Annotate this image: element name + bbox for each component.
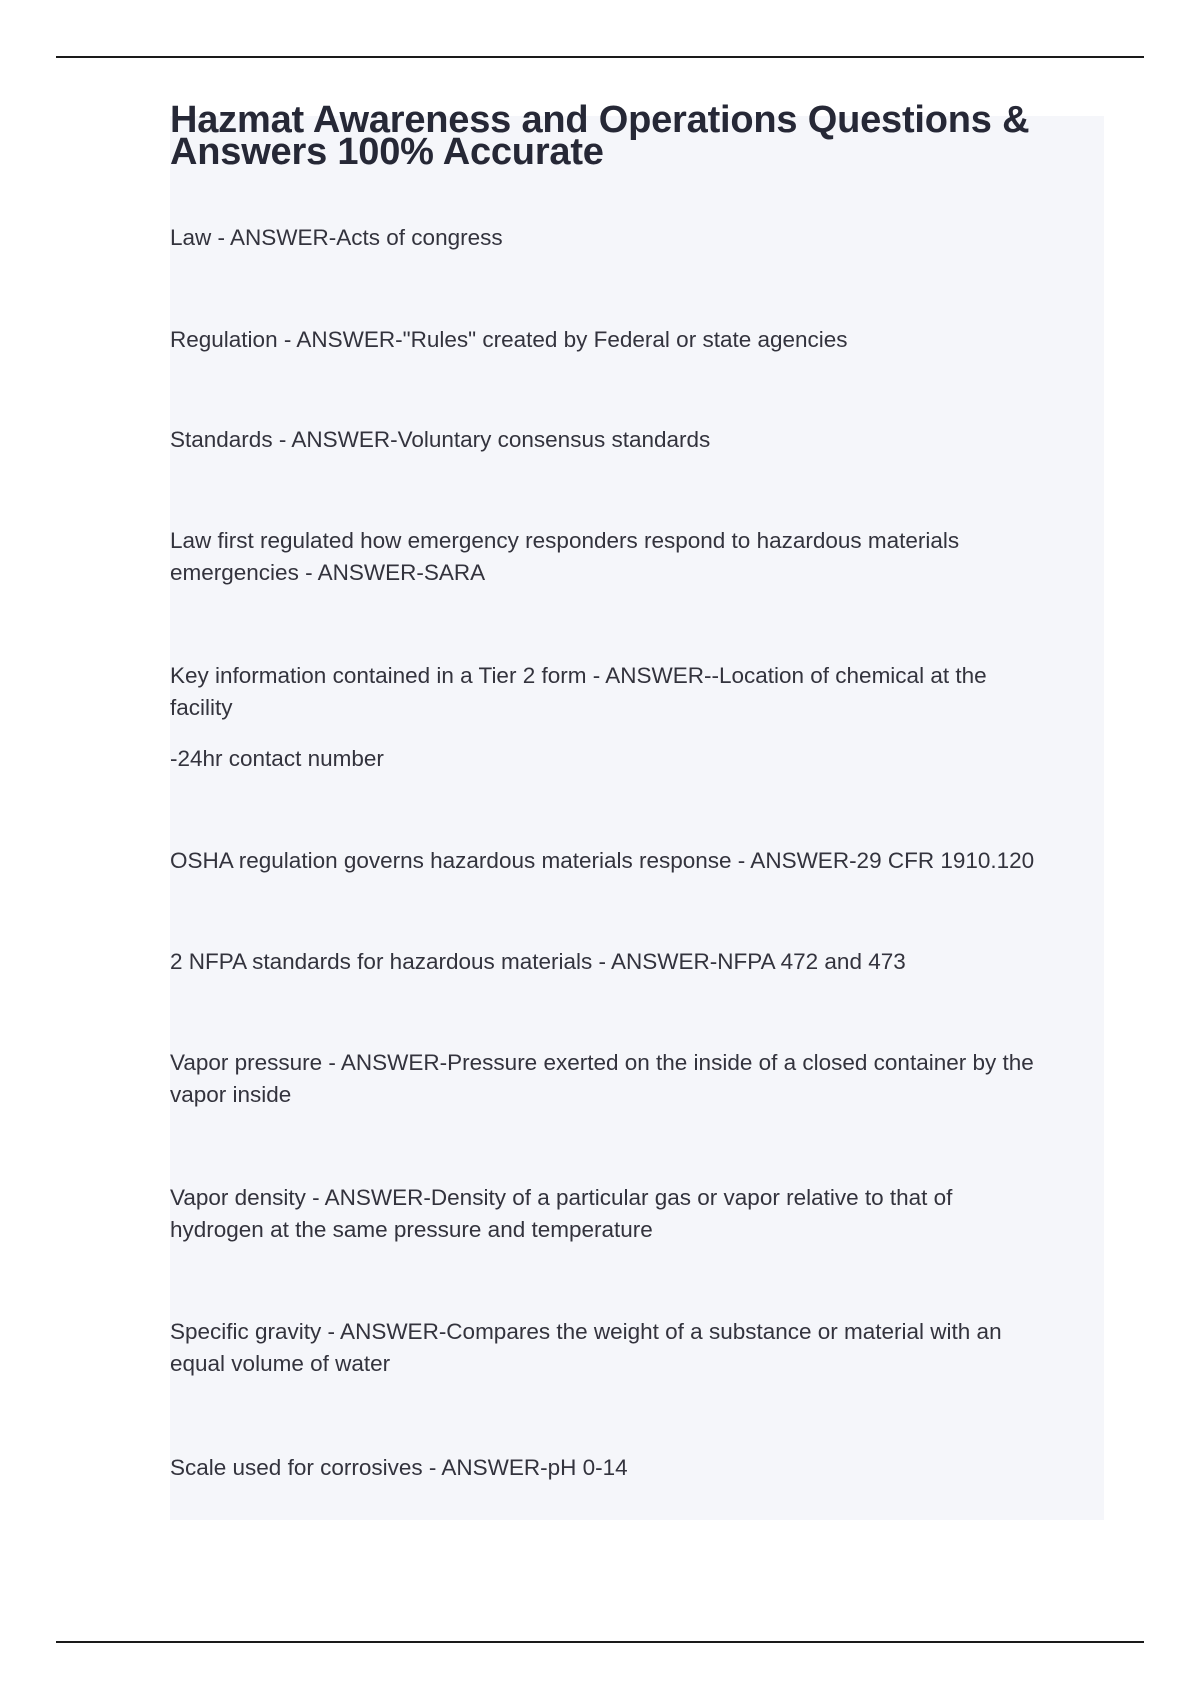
qa-item: Scale used for corrosives - ANSWER-pH 0-14 — [170, 1455, 628, 1480]
qa-item: Key information contained in a Tier 2 form - ANSWER--Location of chemical at the facility — [170, 663, 987, 720]
qa-item: Law first regulated how emergency responders respond to hazardous materials emergencies - ANSWER-SARA — [170, 528, 960, 585]
qa-item: Law - ANSWER-Acts of congress — [170, 225, 503, 250]
qa-item: Standards - ANSWER-Voluntary consensus standards — [170, 427, 711, 452]
title-line-1: Hazmat Awareness and Operations Questions & — [170, 99, 1030, 141]
title-line-2: Answers 100% Accurate — [170, 131, 604, 173]
qa-item: Vapor pressure - ANSWER-Pressure exerted on the inside of a closed container by the vapor inside — [170, 1050, 1034, 1107]
qa-item: 2 NFPA standards for hazardous materials - ANSWER-NFPA 472 and 473 — [170, 949, 906, 974]
qa-item-continuation: -24hr contact number — [170, 746, 384, 771]
document-title — [170, 99, 1110, 173]
qa-item: Specific gravity - ANSWER-Compares the weight of a substance or material with an equal volume of water — [170, 1319, 1002, 1376]
bottom-rule — [56, 1641, 1144, 1643]
qa-item: Vapor density - ANSWER-Density of a particular gas or vapor relative to that of hydrogen at the same pressure and temperature — [170, 1185, 953, 1242]
qa-item: Regulation - ANSWER-"Rules" created by Federal or state agencies — [170, 327, 848, 352]
top-rule — [56, 56, 1144, 58]
qa-item: OSHA regulation governs hazardous materials response - ANSWER-29 CFR 1910.120 — [170, 848, 1035, 873]
